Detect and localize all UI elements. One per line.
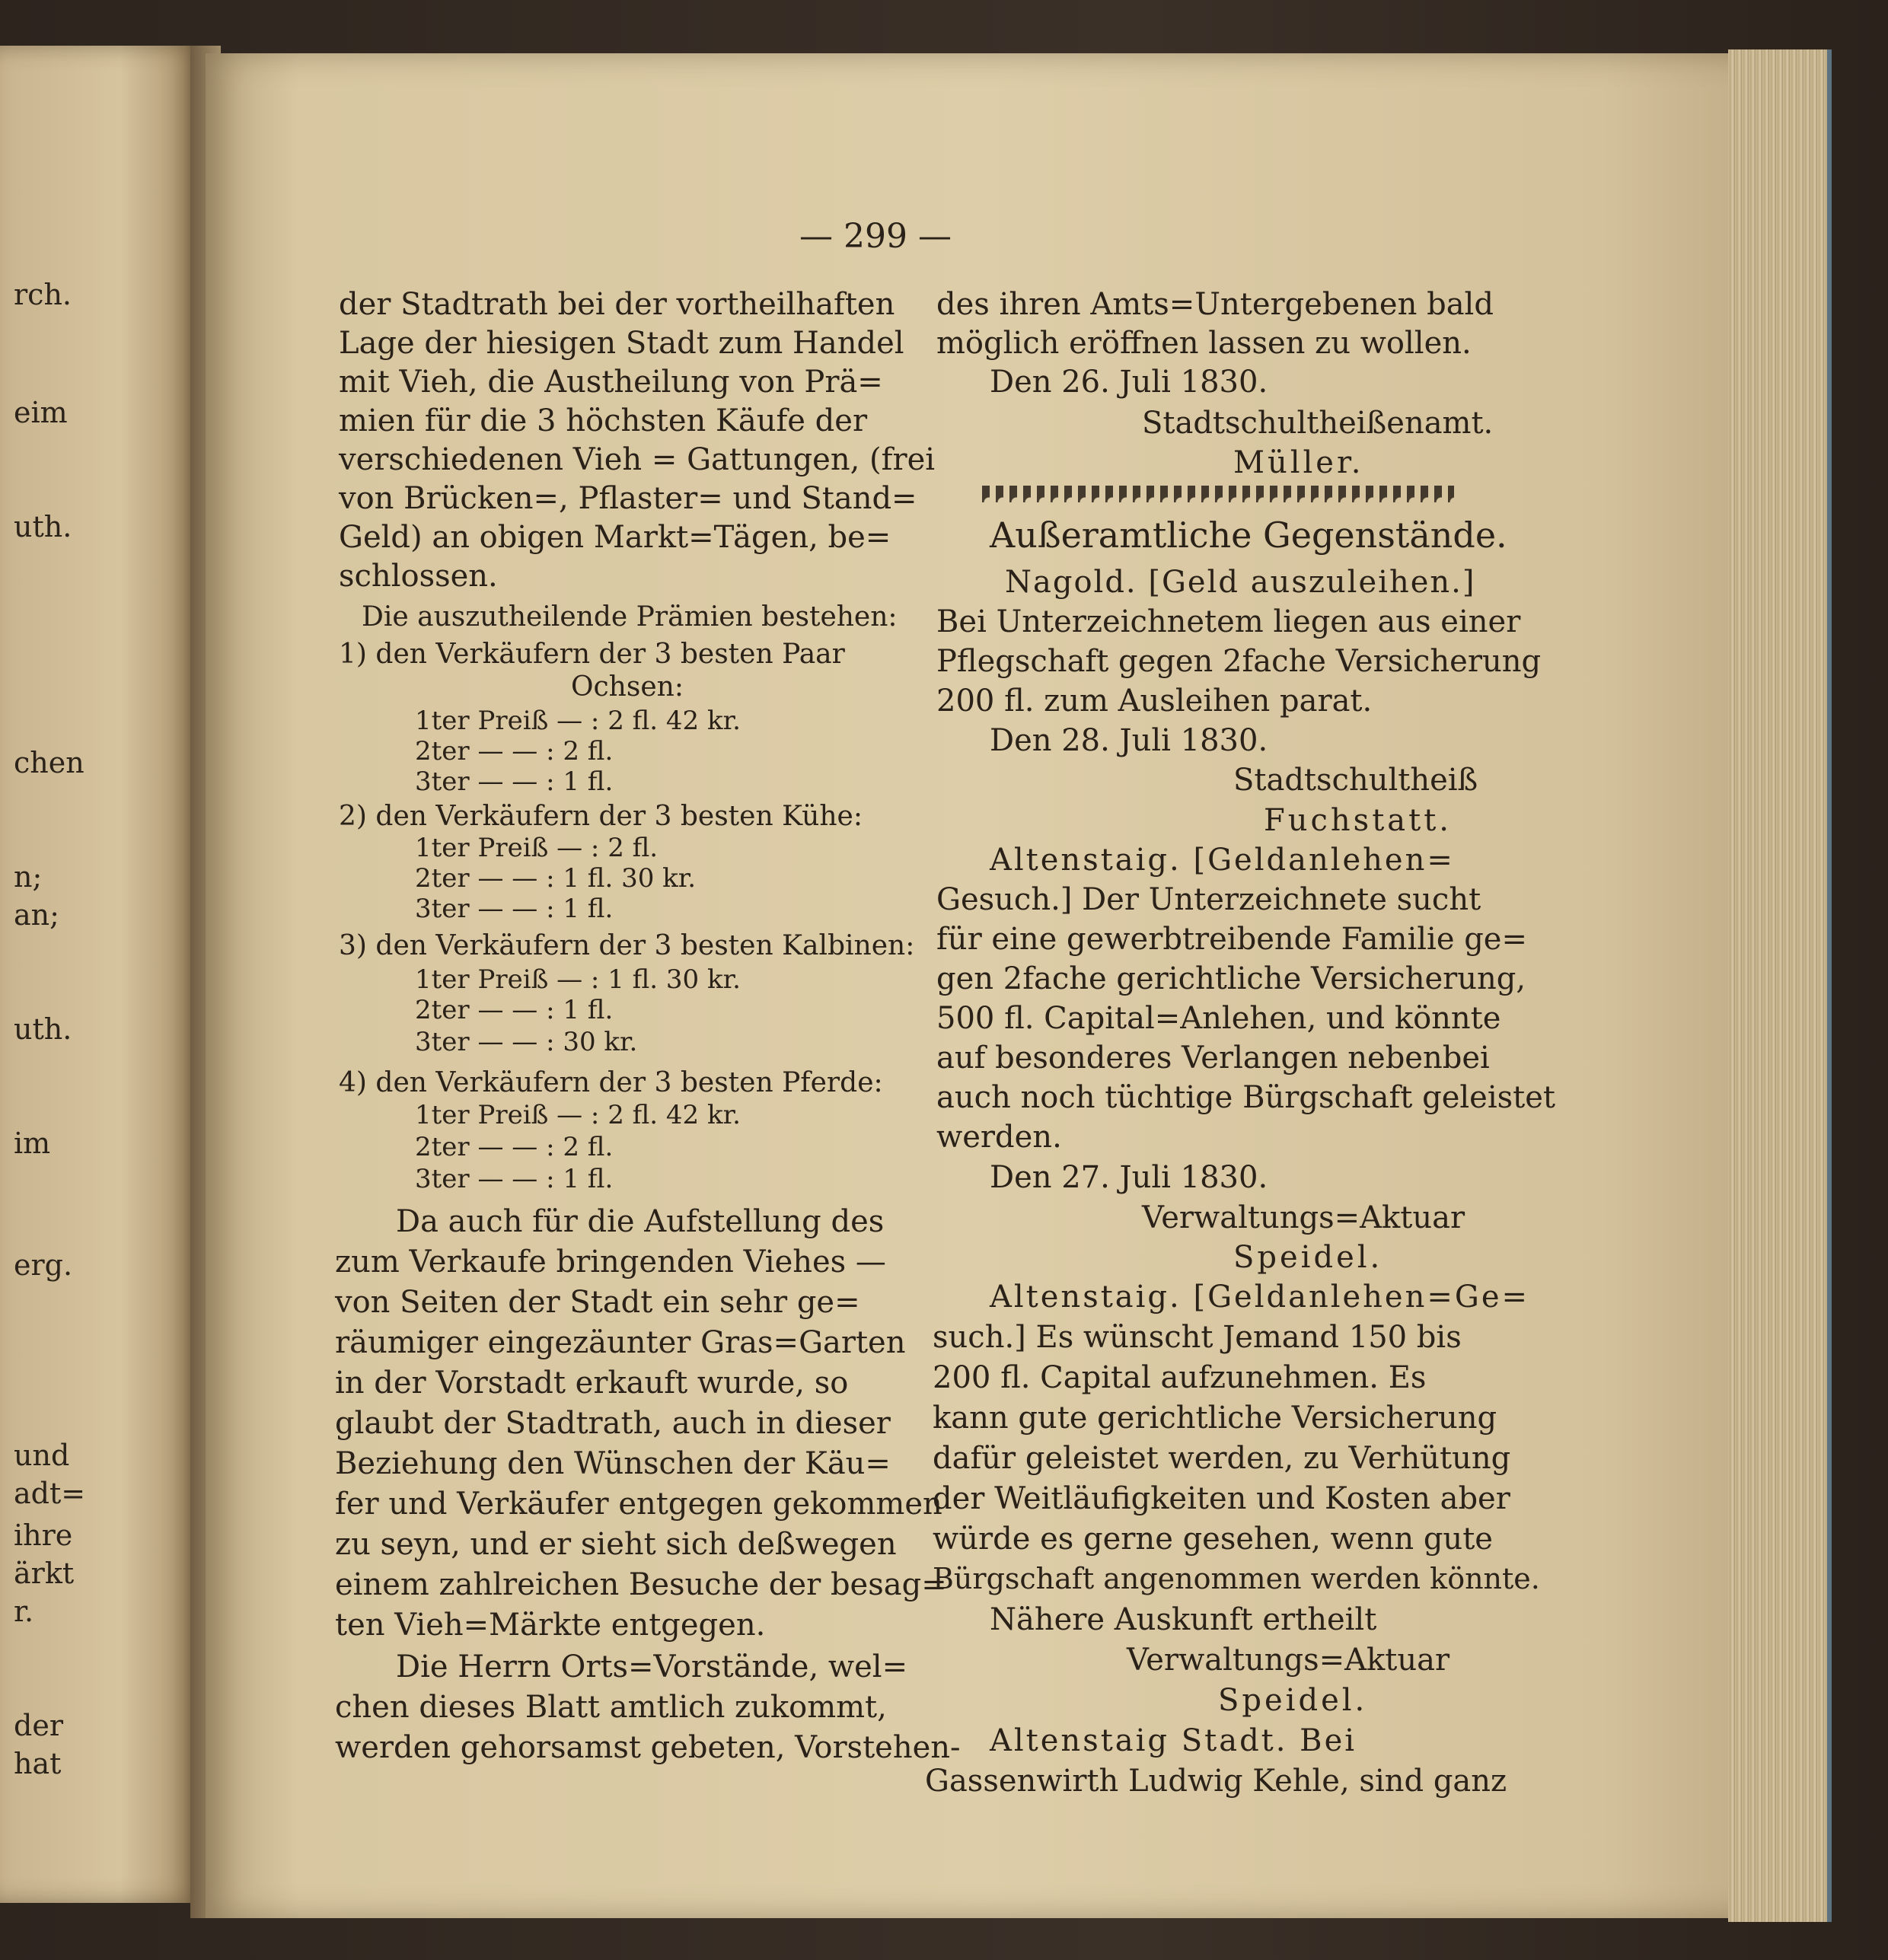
left-fragment: eim — [14, 396, 68, 429]
text-line: würde es gerne gesehen, wenn gute — [933, 1522, 1493, 1557]
signature-name: Müller. — [1233, 445, 1364, 480]
text-line: Den 26. Juli 1830. — [990, 365, 1268, 400]
text-line: Stadtschultheiß — [1233, 763, 1478, 798]
text-line: Bürgschaft angenommen werden könnte. — [933, 1562, 1540, 1595]
text-line: 1) den Verkäufern der 3 besten Paar — [339, 639, 845, 670]
text-line: 2ter — — : 2 fl. — [415, 736, 614, 766]
text-line: der Weitläufigkeiten und Kosten aber — [933, 1481, 1510, 1516]
left-fragment: im — [14, 1127, 51, 1160]
text-line: von Seiten der Stadt ein sehr ge= — [335, 1285, 860, 1320]
text-line: Bei Unterzeichnetem liegen aus einer — [936, 604, 1521, 639]
signature-name: Speidel. — [1218, 1683, 1368, 1718]
text-line: Beziehung den Wünschen der Käu= — [335, 1446, 891, 1481]
text-line: kann gute gerichtliche Versicherung — [933, 1401, 1497, 1436]
text-line: 1ter Preiß — : 2 fl. — [415, 833, 659, 863]
text-line: der Stadtrath bei der vortheilhaften — [339, 287, 895, 322]
text-line: Nagold. [Geld auszuleihen.] — [1005, 565, 1476, 600]
left-fragment: n; — [14, 860, 43, 894]
text-line: Gesuch.] Der Unterzeichnete sucht — [936, 882, 1481, 917]
text-line: Ochsen: — [571, 671, 684, 703]
text-line: dafür geleistet werden, zu Verhütung — [933, 1441, 1511, 1476]
signature-name: Speidel. — [1233, 1240, 1383, 1275]
text-line: such.] Es wünscht Jemand 150 bis — [933, 1320, 1462, 1355]
text-line: Nähere Auskunft ertheilt — [990, 1602, 1377, 1637]
text-line: ten Vieh=Märkte entgegen. — [335, 1608, 766, 1643]
text-line: gen 2fache gerichtliche Versicherung, — [936, 961, 1526, 996]
left-fragment: adt= — [14, 1477, 86, 1510]
page-number: — 299 — — [799, 217, 952, 256]
text-line: glaubt der Stadtrath, auch in dieser — [335, 1406, 891, 1441]
text-line: mien für die 3 höchsten Käufe der — [339, 403, 868, 438]
text-line: auch noch tüchtige Bürgschaft geleistet — [936, 1080, 1555, 1115]
text-line: Pflegschaft gegen 2fache Versicherung — [936, 644, 1542, 679]
text-line: in der Vorstadt erkauft wurde, so — [335, 1366, 849, 1401]
text-line: 1ter Preiß — : 2 fl. 42 kr. — [415, 1100, 741, 1130]
left-fragment: ärkt — [14, 1557, 75, 1590]
left-fragment: chen — [14, 746, 85, 779]
text-line: Verwaltungs=Aktuar — [1142, 1200, 1465, 1235]
text-line: Da auch für die Aufstellung des — [396, 1204, 885, 1239]
text-line: Die auszutheilende Prämien bestehen: — [362, 601, 898, 633]
text-line: Den 27. Juli 1830. — [990, 1160, 1268, 1195]
signature-name: Fuchstatt. — [1264, 803, 1452, 838]
text-line: verschiedenen Vieh = Gattungen, (frei — [339, 442, 936, 477]
text-line: Altenstaig Stadt. Bei — [990, 1723, 1357, 1758]
text-line: 2ter — — : 1 fl. 30 kr. — [415, 863, 697, 894]
text-line: 1ter Preiß — : 2 fl. 42 kr. — [415, 706, 741, 736]
text-line: 3ter — — : 1 fl. — [415, 894, 614, 924]
text-line: des ihren Amts=Untergebenen bald — [936, 287, 1494, 322]
left-fragment: rch. — [14, 278, 72, 311]
page-edges — [1728, 49, 1832, 1922]
text-line: chen dieses Blatt amtlich zukommt, — [335, 1690, 887, 1725]
left-fragment: an; — [14, 898, 59, 932]
text-line: möglich eröffnen lassen zu wollen. — [936, 326, 1472, 361]
text-line: mit Vieh, die Austheilung von Prä= — [339, 365, 883, 400]
text-line: schlossen. — [339, 559, 498, 594]
text-line: fer und Verkäufer entgegen gekommen — [335, 1487, 942, 1522]
left-fragment: ihre — [14, 1519, 73, 1552]
text-line: einem zahlreichen Besuche der besag= — [335, 1567, 947, 1602]
text-line: Stadtschultheißenamt. — [1142, 406, 1494, 441]
text-line: Gassenwirth Ludwig Kehle, sind ganz — [925, 1764, 1507, 1799]
text-line: Verwaltungs=Aktuar — [1127, 1643, 1450, 1678]
left-fragment: uth. — [14, 1012, 72, 1046]
text-line: werden gehorsamst gebeten, Vorstehen- — [335, 1730, 961, 1765]
left-fragment: und — [14, 1439, 70, 1472]
text-line: Den 28. Juli 1830. — [990, 723, 1268, 758]
text-line: zu seyn, und er sieht sich deßwegen — [335, 1527, 897, 1562]
left-fragment: hat — [14, 1747, 62, 1780]
text-line: 2ter — — : 1 fl. — [415, 995, 614, 1025]
text-line: 3ter — — : 30 kr. — [415, 1027, 638, 1057]
text-line: 3ter — — : 1 fl. — [415, 766, 614, 797]
text-line: Lage der hiesigen Stadt zum Handel — [339, 326, 904, 361]
left-fragment: r. — [14, 1595, 34, 1628]
text-line: 3) den Verkäufern der 3 besten Kalbinen: — [339, 930, 915, 961]
left-fragment: uth. — [14, 510, 72, 543]
text-line: von Brücken=, Pflaster= und Stand= — [339, 481, 917, 516]
text-line: 500 fl. Capital=Anlehen, und könnte — [936, 1001, 1501, 1036]
left-page — [0, 46, 199, 1903]
section-divider — [982, 486, 1454, 502]
text-line: 2) den Verkäufern der 3 besten Kühe: — [339, 801, 863, 832]
left-fragment: der — [14, 1709, 63, 1742]
text-line: 200 fl. zum Ausleihen parat. — [936, 684, 1373, 719]
text-line: für eine gewerbtreibende Familie ge= — [936, 922, 1527, 957]
text-line: werden. — [936, 1120, 1062, 1155]
text-line: Geld) an obigen Markt=Tägen, be= — [339, 520, 891, 555]
text-line: Altenstaig. [Geldanlehen= — [990, 843, 1455, 878]
text-line: 200 fl. Capital aufzunehmen. Es — [933, 1360, 1427, 1395]
text-line: 4) den Verkäufern der 3 besten Pferde: — [339, 1067, 883, 1098]
text-line: 1ter Preiß — : 1 fl. 30 kr. — [415, 964, 741, 995]
text-line: Die Herrn Orts=Vorstände, wel= — [396, 1649, 908, 1684]
text-line: Altenstaig. [Geldanlehen=Ge= — [990, 1280, 1530, 1315]
text-line: auf besonderes Verlangen nebenbei — [936, 1041, 1490, 1076]
text-line: zum Verkaufe bringenden Viehes — — [335, 1245, 886, 1280]
text-line: 2ter — — : 2 fl. — [415, 1132, 614, 1162]
text-line: 3ter — — : 1 fl. — [415, 1164, 614, 1194]
text-line: räumiger eingezäunter Gras=Garten — [335, 1325, 906, 1360]
left-fragment: erg. — [14, 1248, 73, 1282]
section-heading: Außeramtliche Gegenstände. — [990, 515, 1507, 556]
